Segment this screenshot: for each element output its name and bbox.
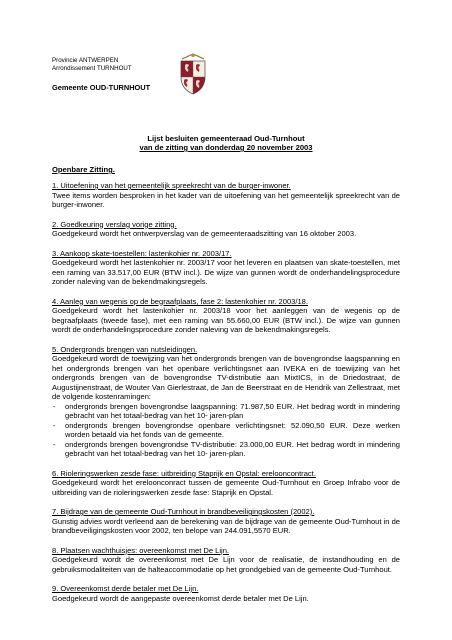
decision-item <box>52 220 400 239</box>
decision-text: Goedgekeurd wordt de toewijzing van het ondergronds brengen van de bovengrondse laagspanning en het ondergronds brengen van het openbare verlichtingsnet aan IVEKA en de toewijzing van het ondergronds brengen van de bovengrondse TV-distributie aan MixtICS, in de Driedostraat, de Augustijnenstraat, de Wouter Van Gierlestraat, de Jan de Beerstraat en de Hendrik van Zellestraat, met de volgende kostenramingen: <box>52 354 400 401</box>
decision-item <box>52 345 400 459</box>
decision-heading: 6. Rioleringswerken zesde fase: uitbreiding Staprijk en Opstal: erelooncontract. <box>52 468 316 478</box>
decision-text: Twee items worden besproken in het kader van de uitoefening van het gemeentelijk spreekrecht van de burger-inwoner. <box>52 190 400 209</box>
decision-text: Gunstig advies wordt verleend aan de berekening van de bijdrage van de gemeente Oud-Turnhout in de brandbeveiligingskosten voor 2002, ten belope van 244.091,5570 EUR. <box>52 516 400 535</box>
cost-estimates-list <box>52 402 400 459</box>
municipality-name: Gemeente OUD-TURNHOUT <box>52 83 151 92</box>
decision-text: Goedgekeurd wordt het ontwerpverslag van de gemeenteraadszitting van 16 oktober 2003. <box>52 229 357 238</box>
decision-heading: 1. Uitoefening van het gemeentelijk spreekrecht van de burger-inwoner. <box>52 181 291 190</box>
decision-heading: 8. Plaatsen wachthuisjes: overeenkomst met De Lijn. <box>52 545 230 555</box>
cost-estimate-item: - ondergronds brengen bovengrondse openbare verlichtingsnet: 52.090,50 EUR. Deze werken worden betaald via het fonds van de gemeente. <box>52 421 400 440</box>
decision-text: Goedgekeurd wordt de aangepaste overeenkomst derde betaler met De Lijn. <box>52 593 309 603</box>
decision-heading: 2. Goedkeuring verslag vorige zitting. <box>52 219 177 229</box>
decision-item <box>52 249 400 287</box>
cost-estimate-item: - ondergronds brengen bovengrondse laagspanning: 71.987,50 EUR. Het bedrag wordt in mindering gebracht van het totaal-bedrag van het 10- jaren-plan <box>52 402 400 421</box>
decision-heading: 9. Overeenkomst derde betaler met De Lijn. <box>52 584 199 593</box>
cost-estimate-item: - ondergronds brengen bovengrondse TV-distributie: 23.000,00 EUR. Het bedrag wordt in mindering gebracht van het totaal-bedrag van het 10- jaren-plan. <box>52 440 400 459</box>
decision-heading: 7. Bijdrage van de gemeente Oud-Turnhout in brandbeveiligingskosten (2002). <box>52 507 315 516</box>
decision-text: Goedgekeurd wordt de overeenkomst met De Lijn voor de realisatie, de instandhouding en de gebruiksmodaliteiten van de halteaccommodatie op het grondgebied van de gemeente Oud-Turnhout. <box>52 555 400 574</box>
decision-item <box>52 507 400 536</box>
arrondissement-label: Arrondissement TURNHOUT <box>52 65 132 72</box>
decision-heading: 4. Aanleg van wegenis op de begraafplaats, fase 2: lastenkohier nr. 2003/18. <box>52 296 308 306</box>
decisions-list <box>52 181 400 613</box>
decision-item <box>52 469 400 498</box>
session-date-title: van de zitting van donderdag 20 november 2003 <box>139 143 313 152</box>
decision-text: Goedgekeurd wordt het lastenkohier nr. 2003/17 voor het leveren en plaatsen van skate-toestellen, met een raming van 33.517,00 EUR (BTW incl.). De wijze van gunnen wordt de onderhandelingsprocedure zonder naleving van de bekendmakingsregels. <box>52 258 400 286</box>
decision-item <box>52 584 400 603</box>
decision-text: Goedgekeurd wordt het ereloonconract tussen de gemeente Oud-Turnhout en Groep Infrabo voor de uitbreiding van de rioleringswerken zesde fase: Staprijk en Opstal. <box>52 478 400 497</box>
decision-item <box>52 297 400 335</box>
decision-text: Goedgekeurd wordt het lastenkohier nr. 2003/18 voor het aanleggen van de wegenis op de begraafplaats (tweede fase), met een raming van 55.660,00 EUR (BTW incl.). De wijze van gunnen wordt de onderhandelingsprocedure zonder naleving van de bekendmakingsregels. <box>52 306 400 334</box>
decision-heading: 5. Ondergronds brengen van nutsleidingen. <box>52 344 198 354</box>
coat-of-arms-icon <box>176 53 210 95</box>
decision-heading: 3. Aankoop skate-toestellen: lastenkohier nr. 2003/17. <box>52 248 232 258</box>
section-heading: Openbare Zitting. <box>52 165 115 174</box>
province-label: Provincie ANTWERPEN <box>52 57 119 64</box>
decision-item <box>52 181 400 210</box>
document-title: Lijst besluiten gemeenteraad Oud-Turnhout <box>147 134 305 143</box>
decision-item <box>52 546 400 575</box>
